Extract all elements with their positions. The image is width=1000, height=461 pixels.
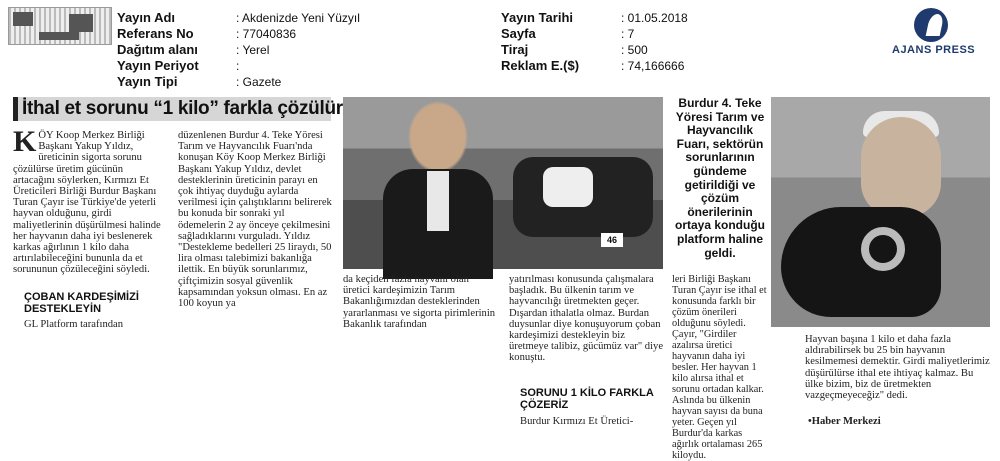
label-tiraj: Tiraj xyxy=(501,42,529,57)
photo-tag: 46 xyxy=(601,233,623,247)
label-yayin-periyot: Yayın Periyot xyxy=(117,58,199,73)
photo-turan-cayir xyxy=(771,97,990,327)
label-referans-no: Referans No xyxy=(117,26,194,41)
article-column-4: yatırılması konusunda çalışmalara başladık. Bu ülkenin tarım ve hayvancılığı üretmekten geçer. Dışardan ithalatla olmaz. Burdan duysunlar diye konuşuyorum çoban kardeşimizi destekleyin biz üretmeye talibiz, gücümüz var" diye konuştu. xyxy=(509,274,664,364)
logo-text: AJANS PRESS xyxy=(892,44,976,56)
article-headline: İthal et sorunu “1 kilo” farkla çözülür xyxy=(13,97,331,121)
value-dagitim-alani: : Yerel xyxy=(236,43,270,57)
value-yayin-periyot: : xyxy=(236,59,240,73)
dropcap: K xyxy=(13,125,37,158)
label-reklam: Reklam E.($) xyxy=(501,58,580,73)
value-yayin-tipi: : Gazete xyxy=(236,75,282,89)
subhead-sorunu: SORUNU 1 KİLO FARKLA ÇÖZERİZ xyxy=(520,387,654,411)
column-1-text: ÖY Koop Merkez Birliği Başkanı Yakup Yıldız, üreticinin sigorta sorunu çözülürse üretim gücünün artacağını söylerken, Kırmızı Et Üreticileri Birliği Burdur Başkanı Turan Çayır ise Türkiye'de yeterli hayvan olduğunu, girdi maliyetlerinin düşürülmesi halinde her hayvanın daha iyi beslenerek karkas ağırlının 1 kilo daha artırılabileceğini bununla da et sorununun çözüleceğini söyledi. xyxy=(13,130,161,276)
subhead-coban: ÇOBAN KARDEŞİMİZİ DESTEKLEYİN xyxy=(24,291,139,315)
pull-quote: Burdur 4. Teke Yöresi Tarım ve Hayvancılık Fuarı, sektörün sorunlarının gündeme getirildiği ve çözüm önerilerinin ortaya konduğu platform haline geldi. xyxy=(674,96,765,260)
photo-yakup-yildiz xyxy=(343,97,663,269)
value-sayfa: : 7 xyxy=(621,27,635,41)
article-column-5: leri Birliği Başkanı Turan Çayır ise ithal et konusunda farklı bir çözüm önerileri olduğunu söyledi. Çayır, "Girdiler azalırsa üretici hayvanın daha iyi besler. Her hayvan 1 kilo alırsa ithal et sorunu ortadan kalkar. Aslında bu ülkenin hayvan sayısı da buna yeter. Geçen yıl Burdur'da karkas ağırlık ortalaması 265 kiloydu. xyxy=(672,274,767,461)
byline: •Haber Merkezi xyxy=(808,416,881,427)
label-sayfa: Sayfa xyxy=(501,26,536,41)
page-thumbnail xyxy=(8,7,112,45)
label-yayin-tipi: Yayın Tipi xyxy=(117,74,178,89)
value-referans-no: : 77040836 xyxy=(236,27,297,41)
article-column-2: düzenlenen Burdur 4. Teke Yöresi Tarım ve Hayvancılık Fuarı'nda konuşan Köy Koop Merkez Birliği Başkanı Yakup Yıldız, devlet desteklerinin üreticinin parayı en çok ihtiyaç duyduğu aylarda verilmesi için çalıştıklarını belirerek bu konuda bir sonraki yıl ödemelerin 2 ay önceye çekilmesini sağladıklarını vurguladı. Yıldız "Destekleme bedelleri 25 liraydı, 50 lira olması talebimizi bakanlığa ilettik. En büyük sorunlarımız, çiftçimizin sosyal güvenlik kapsamından yoksun olması. En az 100 koyun ya xyxy=(178,130,332,310)
article-column-3: da keçiden fazla hayvanı olan üretici kardeşimizin Tarım Bakanlığımızdan desteklerinden yararlanması ve sigorta pirimlerinin Bakanlık tarafından xyxy=(343,274,496,330)
article-column-1 xyxy=(13,125,165,276)
article-column-6: Hayvan başına 1 kilo et daha fazla aldırabilirsek bu 25 bin hayvanın kesilmemesi demektir. Girdi maliyetlerimiz düşürülürse ithal ete ihtiyaç kalmaz. Bu ülke bizim, biz de üretmekten vazgeçmeyeceğiz" dedi. xyxy=(805,334,990,402)
label-yayin-adi: Yayın Adı xyxy=(117,10,176,25)
label-dagitim-alani: Dağıtım alanı xyxy=(117,42,198,57)
value-yayin-adi: : Akdenizde Yeni Yüzyıl xyxy=(236,11,360,25)
logo-mark-icon xyxy=(914,8,948,42)
column-4-tail: Burdur Kırmızı Et Üretici- xyxy=(520,416,634,427)
label-yayin-tarihi: Yayın Tarihi xyxy=(501,10,574,25)
column-1-tail: GL Platform tarafından xyxy=(24,319,124,330)
value-yayin-tarihi: : 01.05.2018 xyxy=(621,11,688,25)
value-tiraj: : 500 xyxy=(621,43,648,57)
ajans-press-logo xyxy=(886,8,986,60)
value-reklam: : 74,166666 xyxy=(621,59,685,73)
